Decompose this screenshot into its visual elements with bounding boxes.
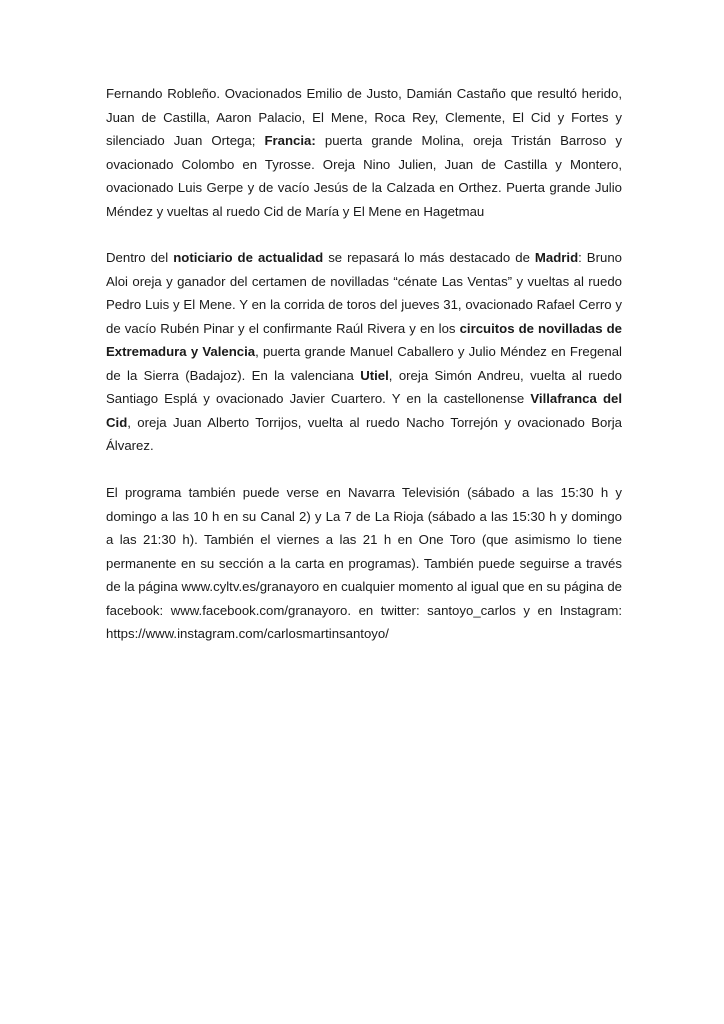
bold-run-noticiario: noticiario de actualidad — [173, 250, 324, 265]
paragraph-broadcast — [106, 481, 622, 646]
paragraph-news — [106, 246, 622, 458]
text-run: , puerta grande Manuel Caballero y Julio Méndez en Fregenal de la Sierra (Badajoz). En la valenciana — [106, 344, 622, 383]
bold-run-circuitos: circuitos de novilladas de Extremadura y Valencia — [106, 320, 622, 359]
text-run: se repasará lo más destacado de — [323, 250, 535, 265]
text-run: Fernando Robleño. Ovacionados Emilio de Justo, Damián Castaño que resultó herido, Juan de Castilla, Aaron Palacio, El Mene, Roca Rey, Clemente, El Cid y Fortes y silenciado Juan Ortega; — [106, 86, 622, 148]
text-run: Dentro del — [106, 250, 174, 265]
text-run: , oreja Juan Alberto Torrijos, vuelta al ruedo Nacho Torrejón y ovacionado Borja Álvarez. — [106, 414, 622, 453]
text-run: , oreja Simón Andreu, vuelta al ruedo Santiago Esplá y ovacionado Javier Cuartero. Y en la castellonense — [106, 367, 622, 406]
text-run: : Bruno Aloi oreja y ganador del certamen de novilladas “cénate Las Ventas” y vueltas al ruedo Pedro Luis y El Mene. Y en la corrida de toros del jueves 31, ovacionado Rafael Cerro y de vacío Rubén Pinar y el confirmante Raúl Rivera y en los — [106, 250, 622, 336]
bold-run-madrid: Madrid — [534, 250, 579, 265]
bold-run-villafranca: Villafranca del Cid — [106, 391, 622, 430]
text-run: puerta grande Molina, oreja Tristán Barroso y ovacionado Colombo en Tyrosse. Oreja Nino Julien, Juan de Castilla y Montero, ovacionado Luis Gerpe y de vacío Jesús de la Calzada en Orthez. Puerta grande Julio Méndez y vueltas al ruedo Cid de María y El Mene en Hagetmau — [106, 133, 622, 219]
paragraph-results — [106, 82, 622, 223]
bold-run-utiel: Utiel — [360, 367, 389, 383]
bold-run-francia: Francia: — [264, 133, 316, 148]
text-run: El programa también puede verse en Navarra Televisión (sábado a las 15:30 h y domingo a las 10 h en su Canal 2) y La 7 de La Rioja (sábado a las 15:30 h y domingo a las 21:30 h). También el viernes a las 21 h en One Toro (que asimismo lo tiene permanente en su sección a la carta en programas). También puede seguirse a través de la página www.cyltv.es/granayoro en cualquier momento al igual que en su página de facebook: www.facebook.com/granayoro. en twitter: santoyo_carlos y en Instagram: https://www.instagram.com/carlosmartinsantoyo/ — [106, 485, 622, 641]
